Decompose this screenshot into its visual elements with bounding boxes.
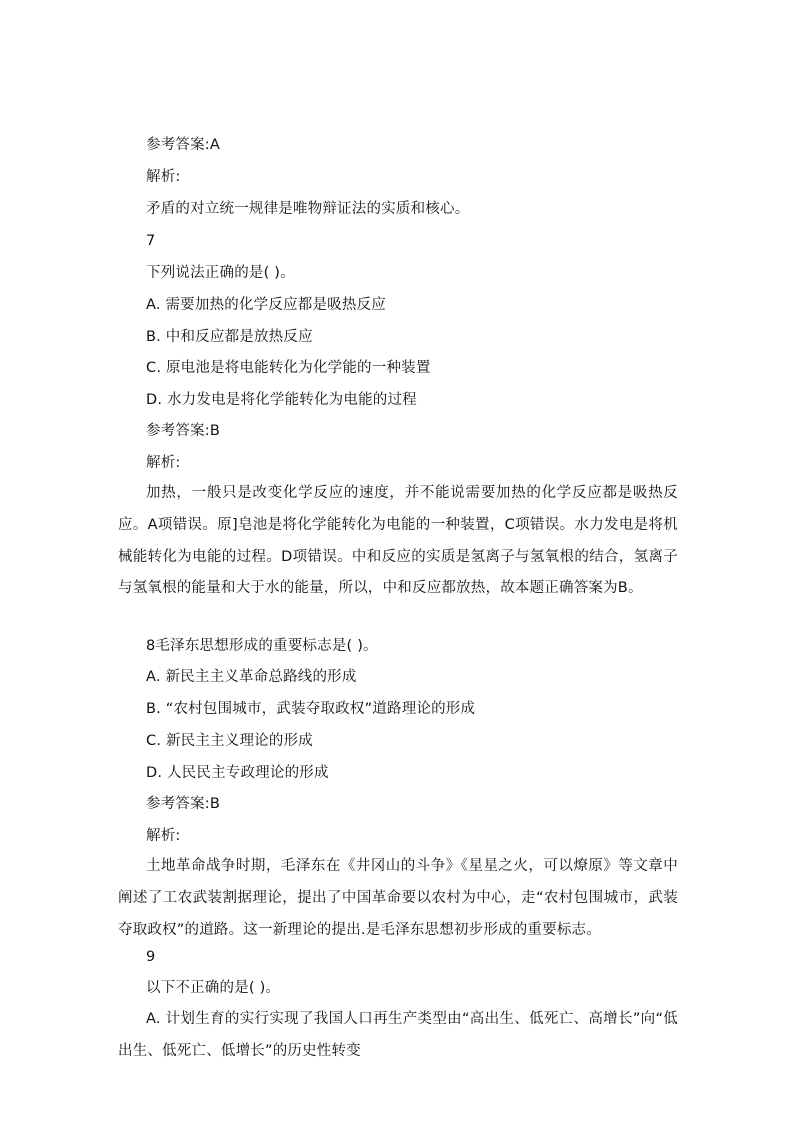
answer-label: 参考答案:A (146, 137, 221, 153)
question-stem: 8毛泽东思想形成的重要标志是( )。 (146, 638, 378, 654)
option-c: C. 新民主主义理论的形成 (146, 733, 313, 749)
option-b: B. 中和反应都是放热反应 (146, 329, 313, 345)
option-c: C. 原电池是将电能转化为化学能的一种装置 (146, 360, 431, 376)
answer-label: 参考答案:B (146, 796, 221, 812)
option-a: A. 新民主主义革命总路线的形成 (146, 669, 357, 685)
option-d: D. 人民民主专政理论的形成 (146, 765, 329, 781)
analysis-label: 解析: (146, 455, 181, 471)
option-d: D. 水力发电是将化学能转化为电能的过程 (146, 392, 417, 408)
option-a: A. 计划生育的实行实现了我国人口再生产类型由“高出生、低死亡、高增长”向“低出生、低死亡、低增长”的历史性转变 (118, 1011, 678, 1059)
option-b: B. “农村包围城市，武装夺取政权”道路理论的形成 (146, 701, 476, 717)
question-stem: 以下不正确的是( )。 (146, 980, 281, 996)
analysis-label: 解析: (146, 828, 181, 844)
analysis-paragraph: 土地革命战争时期，毛泽东在《井冈山的斗争》《星星之火，可以燎原》等文章中阐述了工农武装割据理论，提出了中国革命要以农村为中心，走“农村包围城市，武装夺取政权”的道路。这一新理论的提出.是毛泽东思想初步形成的重要标志。 (118, 858, 678, 938)
question-stem: 下列说法正确的是( )。 (146, 265, 295, 281)
analysis-label: 解析: (146, 169, 181, 185)
analysis-paragraph: 加热，一般只是改变化学反应的速度，并不能说需要加热的化学反应都是吸热反应。A项错误。原]皂池是将化学能转化为电能的一种装置，C项错误。水力发电是将机械能转化为电能的过程。D项错误。中和反应的实质是氢离子与氢氧根的结合，氢离子与氢氧根的能量和大于水的能量，所以，中和反应都放热，故本题正确答案为B。 (118, 485, 678, 597)
question-number: 9 (146, 949, 156, 965)
option-a: A. 需要加热的化学反应都是吸热反应 (146, 297, 386, 313)
question-number: 7 (146, 233, 156, 249)
analysis-text: 矛盾的对立统一规律是唯物辩证法的实质和核心。 (146, 201, 470, 217)
answer-label: 参考答案:B (146, 423, 221, 439)
